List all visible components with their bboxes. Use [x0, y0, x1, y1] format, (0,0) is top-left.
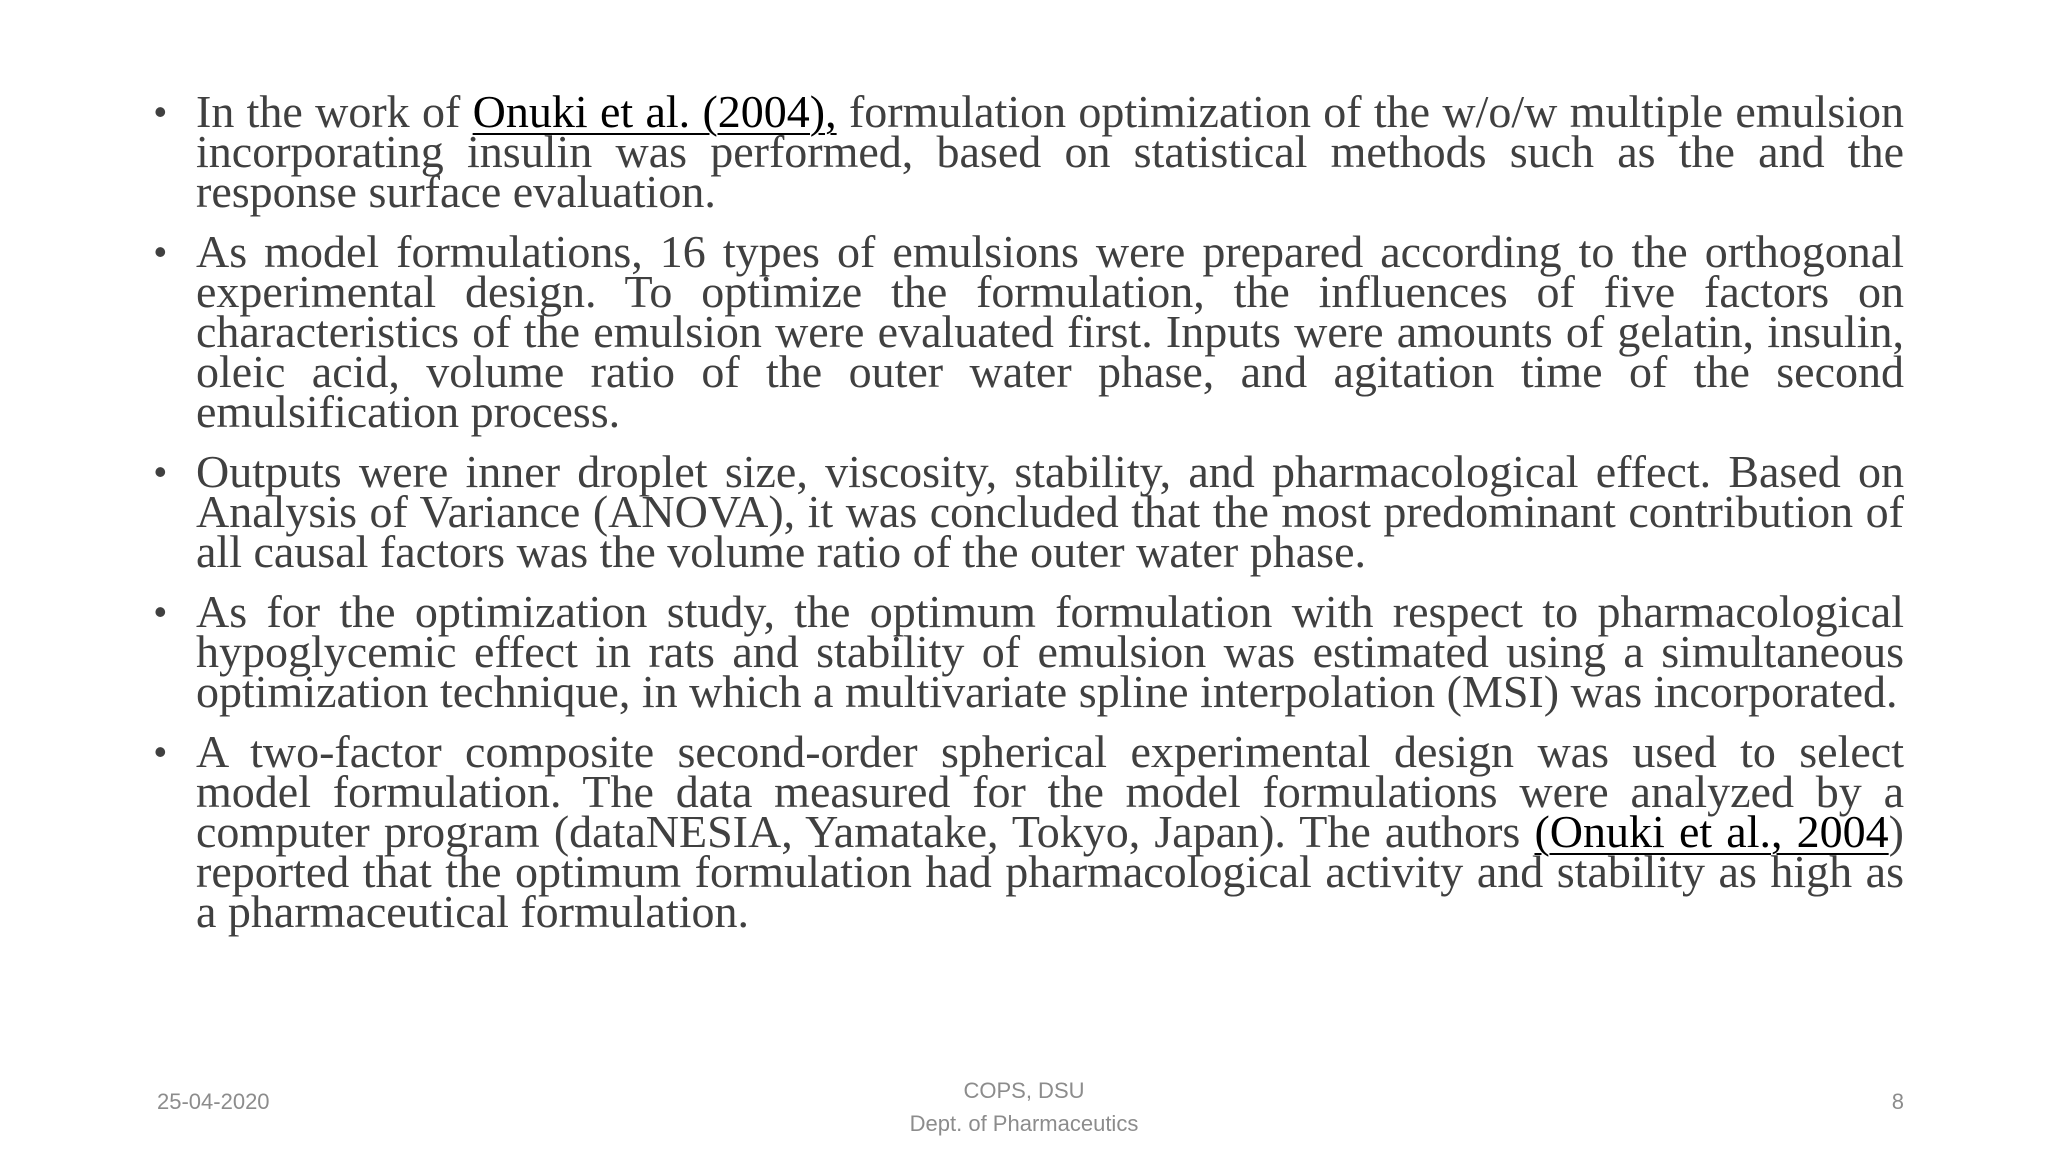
bullet-text: ) reported that the optimum formulation had pharmacological activity and stability as high as a pharmaceutical formulation. [196, 806, 1904, 937]
bullet-marker: • [154, 91, 167, 132]
bullet-marker: • [154, 231, 167, 272]
bullet-text: As model formulations, 16 types of emulsions were prepared according to the orthogonal experimental design. To optimize the formulation, the influences of five factors on characteristics of the emulsion were evaluated first. Inputs were amounts of gelatin, insulin, oleic acid, volume ratio of the outer water phase, and agitation time of the second emulsification process. [196, 226, 1904, 437]
bullet-text: A two-factor composite second-order spherical experimental design was used to select model formulation. The data measured for the model formulations were analyzed by a computer program (dataNESIA, Yamatake, Tokyo, Japan). The authors [196, 726, 1904, 857]
bullet-marker: • [154, 731, 167, 772]
bullet-item [148, 586, 1904, 717]
footer-institution-line: COPS, DSU [963, 1078, 1085, 1103]
bullet-item [148, 86, 1905, 217]
citation-link[interactable]: Onuki et al. (2004), [472, 86, 837, 137]
bullet-text: formulation optimization of the w/o/w multiple emulsion incorporating insulin was performed, based on statistical methods such as the and the response surface evaluation. [196, 86, 1905, 217]
bullet-text: As for the optimization study, the optimum formulation with respect to pharmacological hypoglycemic effect in rats and stability of emulsion was estimated using a simultaneous optimization technique, in which a multivariate spline interpolation (MSI) was incorporated. [196, 586, 1904, 717]
bullet-item [148, 226, 1904, 437]
footer-institution [824, 1074, 1224, 1140]
bullet-item [148, 446, 1904, 577]
bullet-marker: • [154, 451, 167, 492]
bullet-item [148, 726, 1904, 937]
page-number: 8 [1891, 1089, 1904, 1114]
footer-department-line: Dept. of Pharmaceutics [909, 1111, 1139, 1136]
footer-date: 25-04-2020 [157, 1089, 270, 1114]
bullet-text: In the work of [196, 86, 473, 137]
bullet-text: Outputs were inner droplet size, viscosity, stability, and pharmacological effect. Based on Analysis of Variance (ANOVA), it was concluded that the most predominant contribution of all causal factors was the volume ratio of the outer water phase. [196, 446, 1904, 577]
citation-link[interactable]: (Onuki et al., 2004 [1534, 806, 1889, 857]
bullet-marker: • [154, 591, 167, 632]
slide-content [148, 86, 1905, 952]
